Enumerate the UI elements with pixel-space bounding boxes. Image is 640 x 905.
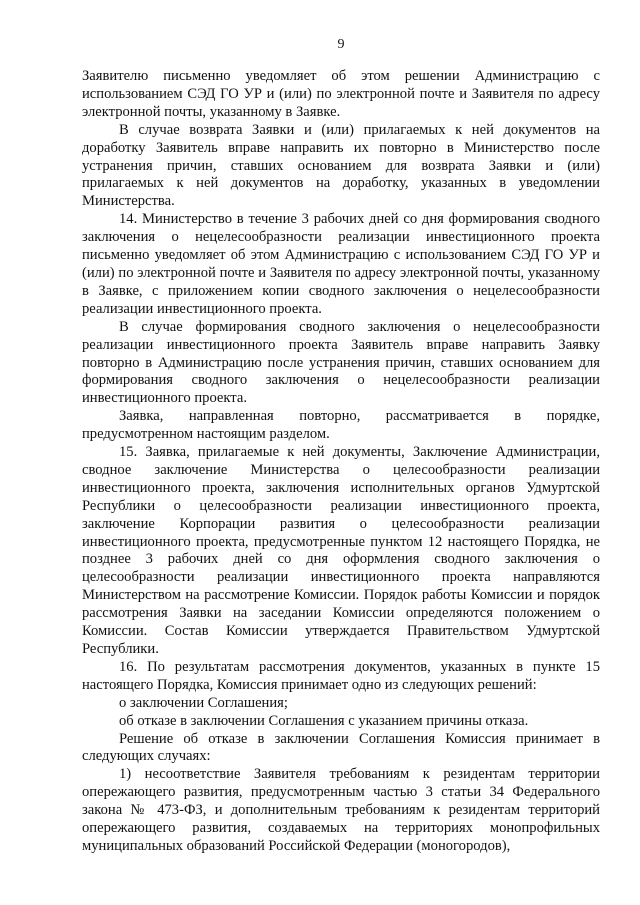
paragraph-8: об отказе в заключении Соглашения с указанием причины отказа.: [119, 712, 529, 729]
paragraph-0: Заявителю письменно уведомляет об этом решении Администрацию с использованием СЭД ГО УР и (или) по электронной почте и Заявителя по адресу электронной почты, указанному в Заявке.: [82, 68, 600, 120]
paragraph-6: 16. По результатам рассмотрения документов, указанных в пункте 15 настоящего Порядка, Комиссия принимает одно из следующих решений:: [82, 658, 600, 693]
paragraph-2: 14. Министерство в течение 3 рабочих дней со дня формирования сводного заключения о нецелесообразности реализации инвестиционного проекта письменно уведомляет об этом Администрацию с использованием СЭД ГО УР и (или) по электронной почте и Заявителя по адресу электронной почты, указанному в Заявке, с приложением копии сводного заключения о нецелесообразности реализации инвестиционного проекта.: [82, 211, 600, 317]
page-number: 9: [337, 37, 345, 52]
paragraph-3: В случае формирования сводного заключения о нецелесообразности реализации инвестиционного проекта Заявитель вправе направить Заявку повторно в Администрацию после устранения причин, ставших основанием для формирования сводного заключения о нецелесообразности реализации инвестиционного проекта.: [82, 318, 600, 407]
paragraph-5: 15. Заявка, прилагаемые к ней документы, Заключение Администрации, сводное заключение Министерства о целесообразности реализации инвестиционного проекта, заключения исполнительных органов Удмуртской Республики о целесообразности реализации инвестиционного проекта, заключение Корпорации развития о целесообразности реализации инвестиционного проекта, предусмотренные пунктом 12 настоящего Порядка, не позднее 3 рабочих дней со дня оформления сводного заключения о целесообразности реализации инвестиционного проекта направляются Министерством на рассмотрение Комиссии. Порядок работы Комиссии и порядок рассмотрения Заявки на заседании Комиссии определяются положением о Комиссии. Состав Комиссии утверждается Правительством Удмуртской Республики.: [82, 444, 600, 657]
paragraph-10: 1) несоответствие Заявителя требованиям к резидентам территории опережающего развития, предусмотренным частью 3 статьи 34 Федерального закона № 473-ФЗ, и дополнительным требованиям к резидентам территорий опережающего развития, создаваемых на территориях монопрофильных муниципальных образований Российской Федерации (моногородов),: [82, 766, 600, 854]
paragraph-1: В случае возврата Заявки и (или) прилагаемых к ней документов на доработку Заявитель вправе направить их повторно в Министерство после устранения причин, ставших основанием для возврата Заявки и (или) прилагаемых к ней документов на доработку, указанных в уведомлении Министерства.: [82, 121, 600, 210]
paragraph-9: Решение об отказе в заключении Соглашения Комиссия принимает в следующих случаях:: [82, 730, 600, 765]
paragraph-7: о заключении Соглашения;: [119, 694, 288, 711]
document-body: [82, 68, 600, 856]
paragraph-4: Заявка, направленная повторно, рассматривается в порядке, предусмотренном настоящим разделом.: [82, 408, 600, 443]
